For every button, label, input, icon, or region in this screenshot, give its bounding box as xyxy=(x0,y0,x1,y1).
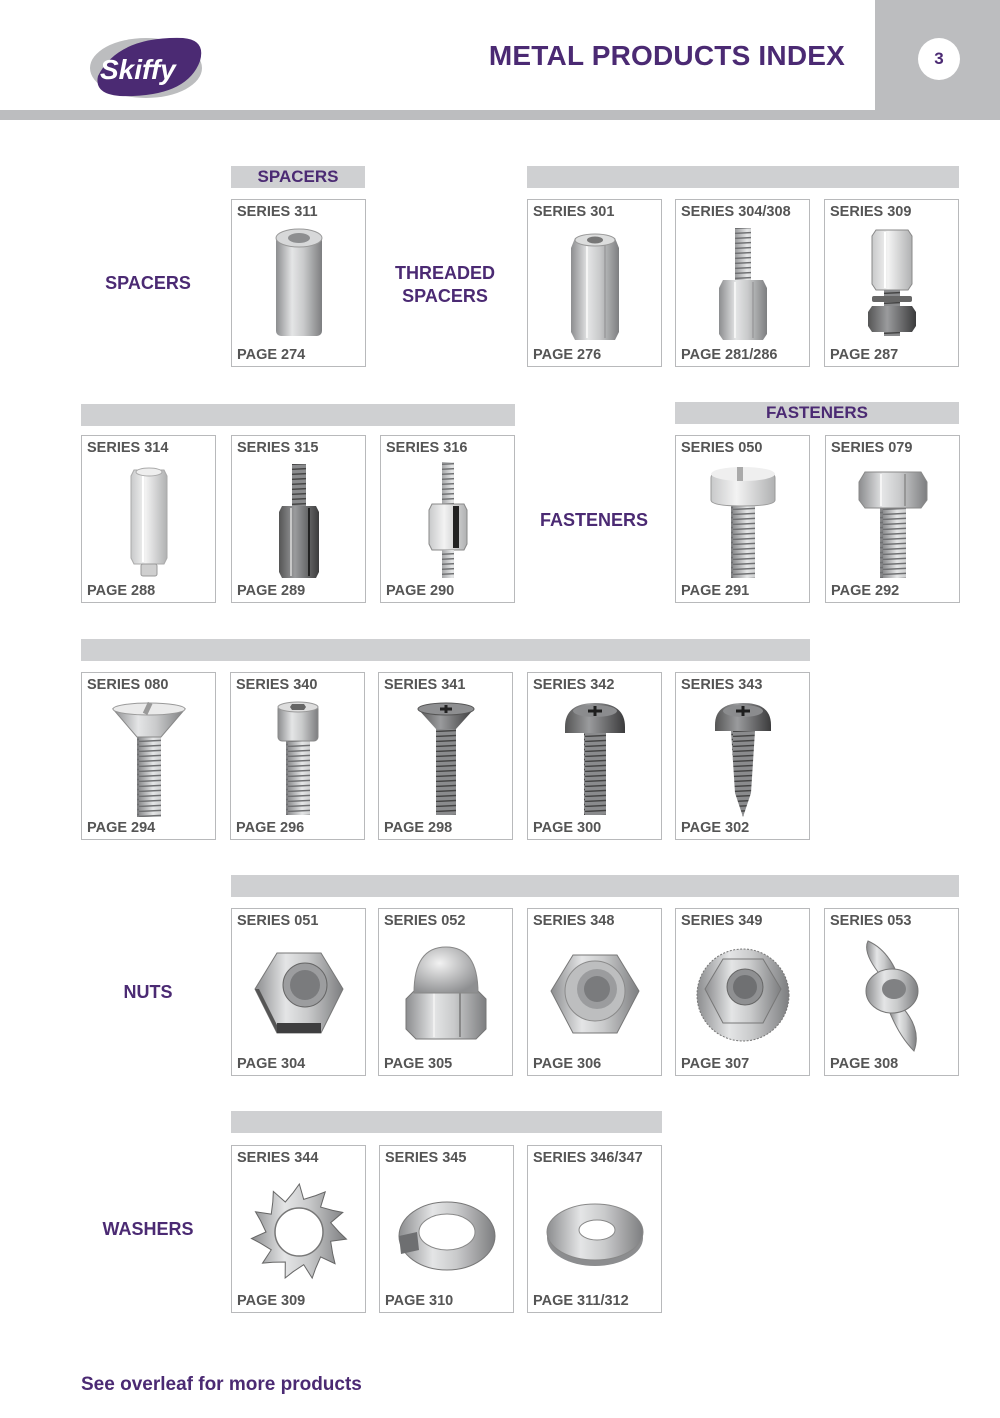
series-label: SERIES 301 xyxy=(533,204,615,220)
page-ref: PAGE 307 xyxy=(681,1056,750,1072)
product-card-series-314[interactable] xyxy=(81,435,216,603)
page-ref: PAGE 294 xyxy=(87,820,156,836)
series-label: SERIES 309 xyxy=(830,204,912,220)
page-ref: PAGE 290 xyxy=(386,583,455,599)
page-ref: PAGE 289 xyxy=(237,583,306,599)
round-spacer-icon xyxy=(249,224,349,344)
page-ref: PAGE 291 xyxy=(681,583,750,599)
spring-washer-icon xyxy=(397,1170,497,1290)
section-label-washers: WASHERS xyxy=(102,1219,194,1239)
socket-cap-screw-icon xyxy=(248,697,348,817)
section-label-threaded-spacers: THREADED SPACERS xyxy=(394,263,495,306)
spacer-with-nut-icon xyxy=(842,224,942,344)
product-card-series-080[interactable] xyxy=(81,672,216,840)
page-ref: PAGE 309 xyxy=(237,1293,306,1309)
page-ref: PAGE 308 xyxy=(830,1056,899,1072)
flange-nut-icon xyxy=(693,933,793,1053)
series-label: SERIES 345 xyxy=(385,1150,467,1166)
band-spacers: SPACERS xyxy=(231,166,365,188)
page-ref: PAGE 300 xyxy=(533,820,602,836)
hex-bolt-icon xyxy=(843,460,943,580)
wing-nut-icon xyxy=(842,933,942,1053)
series-label: SERIES 050 xyxy=(681,440,763,456)
product-card-series-349[interactable] xyxy=(675,908,810,1076)
product-card-series-311[interactable] xyxy=(231,199,366,367)
series-label: SERIES 348 xyxy=(533,913,615,929)
nyloc-nut-icon xyxy=(545,933,645,1053)
series-label: SERIES 314 xyxy=(87,440,169,456)
series-label: SERIES 343 xyxy=(681,677,763,693)
series-label: SERIES 341 xyxy=(384,677,466,693)
hex-stud-spacer-icon xyxy=(249,460,349,580)
product-card-series-301[interactable] xyxy=(527,199,662,367)
band-nuts xyxy=(231,875,959,897)
header-grey-strip xyxy=(0,110,1000,120)
product-card-series-343[interactable] xyxy=(675,672,810,840)
band-washers xyxy=(231,1111,662,1133)
page-ref: PAGE 296 xyxy=(236,820,305,836)
nylon-spacer-icon xyxy=(99,460,199,580)
series-label: SERIES 051 xyxy=(237,913,319,929)
series-label: SERIES 315 xyxy=(237,440,319,456)
cheese-head-screw-icon xyxy=(693,460,793,580)
series-label: SERIES 344 xyxy=(237,1150,319,1166)
series-label: SERIES 316 xyxy=(386,440,468,456)
page-ref: PAGE 310 xyxy=(385,1293,454,1309)
product-card-series-316[interactable] xyxy=(380,435,515,603)
product-card-series-341[interactable] xyxy=(378,672,513,840)
series-label: SERIES 349 xyxy=(681,913,763,929)
page-ref: PAGE 274 xyxy=(237,347,306,363)
product-card-series-315[interactable] xyxy=(231,435,366,603)
product-card-series-304-308[interactable] xyxy=(675,199,810,367)
band-threaded-spacers-2 xyxy=(81,404,515,426)
page-ref: PAGE 311/312 xyxy=(533,1293,629,1309)
self-tapping-screw-icon xyxy=(693,697,793,817)
page-title: METAL PRODUCTS INDEX xyxy=(488,40,845,71)
series-label: SERIES 304/308 xyxy=(681,204,791,220)
series-label: SERIES 079 xyxy=(831,440,913,456)
product-card-series-052[interactable] xyxy=(378,908,513,1076)
countersunk-screw-icon xyxy=(99,697,199,817)
product-card-series-346-347[interactable] xyxy=(527,1145,662,1313)
page-ref: PAGE 306 xyxy=(533,1056,602,1072)
page-ref: PAGE 276 xyxy=(533,347,602,363)
series-label: SERIES 053 xyxy=(830,913,912,929)
product-card-series-340[interactable] xyxy=(230,672,365,840)
product-card-series-344[interactable] xyxy=(231,1145,366,1313)
section-label-nuts: NUTS xyxy=(123,982,173,1002)
section-label-spacers: SPACERS xyxy=(105,273,191,293)
page-number: 3 xyxy=(918,38,960,80)
series-label: SERIES 340 xyxy=(236,677,318,693)
product-card-series-053[interactable] xyxy=(824,908,959,1076)
band-screws xyxy=(81,639,810,661)
page-ref: PAGE 305 xyxy=(384,1056,453,1072)
page-ref: PAGE 281/286 xyxy=(681,347,778,363)
product-card-series-348[interactable] xyxy=(527,908,662,1076)
page-ref: PAGE 298 xyxy=(384,820,453,836)
skiffy-logo xyxy=(88,26,208,104)
star-washer-icon xyxy=(249,1170,349,1290)
footer-note: See overleaf for more products xyxy=(81,1374,362,1395)
product-card-series-051[interactable] xyxy=(231,908,366,1076)
double-stud-spacer-icon xyxy=(398,460,498,580)
band-threaded-spacers xyxy=(527,166,959,188)
page-ref: PAGE 304 xyxy=(237,1056,306,1072)
series-label: SERIES 346/347 xyxy=(533,1150,643,1166)
section-label-fasteners: FASTENERS xyxy=(539,510,649,530)
product-card-series-050[interactable] xyxy=(675,435,810,603)
hex-nut-icon xyxy=(249,933,349,1053)
product-card-series-309[interactable] xyxy=(824,199,959,367)
hex-spacer-icon xyxy=(545,224,645,344)
product-card-series-342[interactable] xyxy=(527,672,662,840)
product-card-series-079[interactable] xyxy=(825,435,960,603)
phillips-countersunk-screw-icon xyxy=(396,697,496,817)
product-card-series-345[interactable] xyxy=(379,1145,514,1313)
series-label: SERIES 052 xyxy=(384,913,466,929)
page-ref: PAGE 292 xyxy=(831,583,900,599)
male-female-spacer-icon xyxy=(693,224,793,344)
band-fasteners: FASTENERS xyxy=(675,402,959,424)
series-label: SERIES 080 xyxy=(87,677,169,693)
flat-washer-icon xyxy=(545,1170,645,1290)
page-ref: PAGE 287 xyxy=(830,347,899,363)
svg-text:Skiffy: Skiffy xyxy=(100,54,176,85)
phillips-pan-screw-icon xyxy=(545,697,645,817)
page-ref: PAGE 288 xyxy=(87,583,156,599)
dome-nut-icon xyxy=(396,933,496,1053)
series-label: SERIES 342 xyxy=(533,677,615,693)
page-ref: PAGE 302 xyxy=(681,820,750,836)
series-label: SERIES 311 xyxy=(237,204,318,220)
